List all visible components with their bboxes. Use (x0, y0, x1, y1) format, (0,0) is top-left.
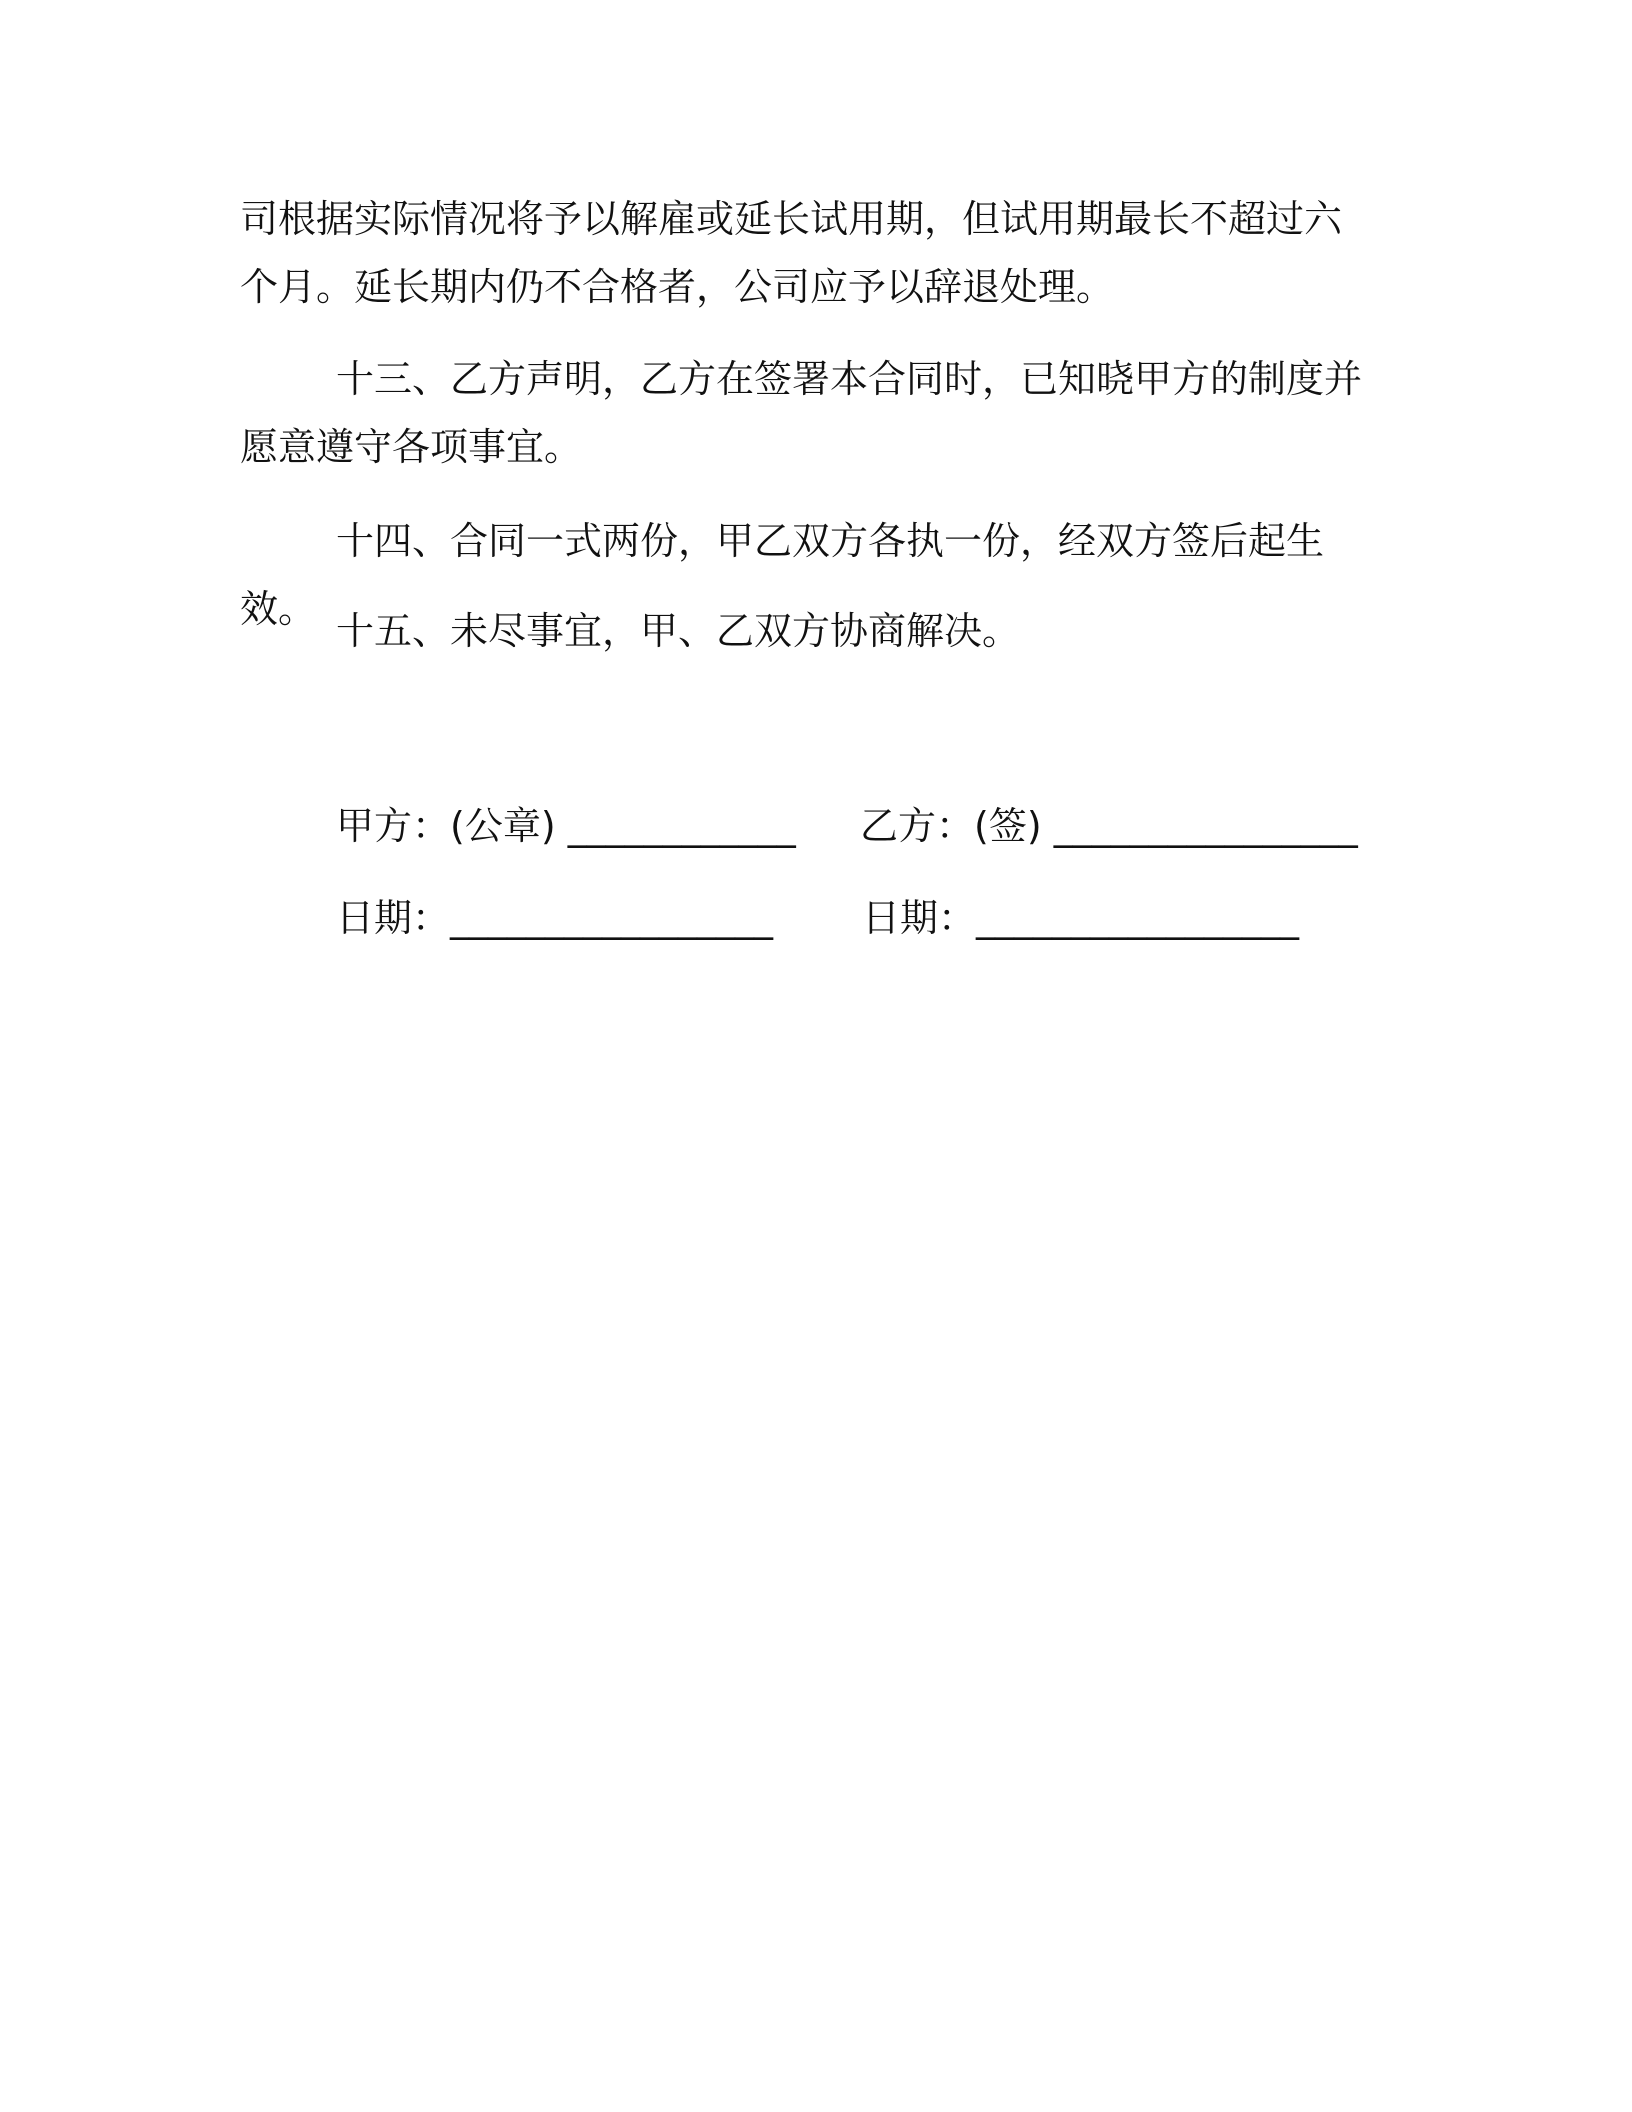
clause-12-continuation: 司根据实际情况将予以解雇或延长试用期，但试用期最长不超过六个月。延长期内仍不合格者，公司应予以辞退处理。 (240, 197, 1343, 309)
party-a-seal-line: 甲方：(公章) ____________ (336, 804, 796, 848)
clause-13: 十三、乙方声明，乙方在签署本合同时，已知晓甲方的制度并愿意遵守各项事宜。 (240, 357, 1363, 469)
party-b-date-line: 日期：_________________ (862, 896, 1300, 940)
clause-14: 十四、合同一式两份，甲乙双方各执一份，经双方签后起生效。 (240, 519, 1325, 631)
clause-15: 十五、未尽事宜，甲、乙双方协商解决。 (336, 609, 1021, 653)
party-b-signature-line: 乙方：(签) ________________ (860, 804, 1358, 848)
party-a-date-line: 日期：_________________ (336, 896, 774, 940)
